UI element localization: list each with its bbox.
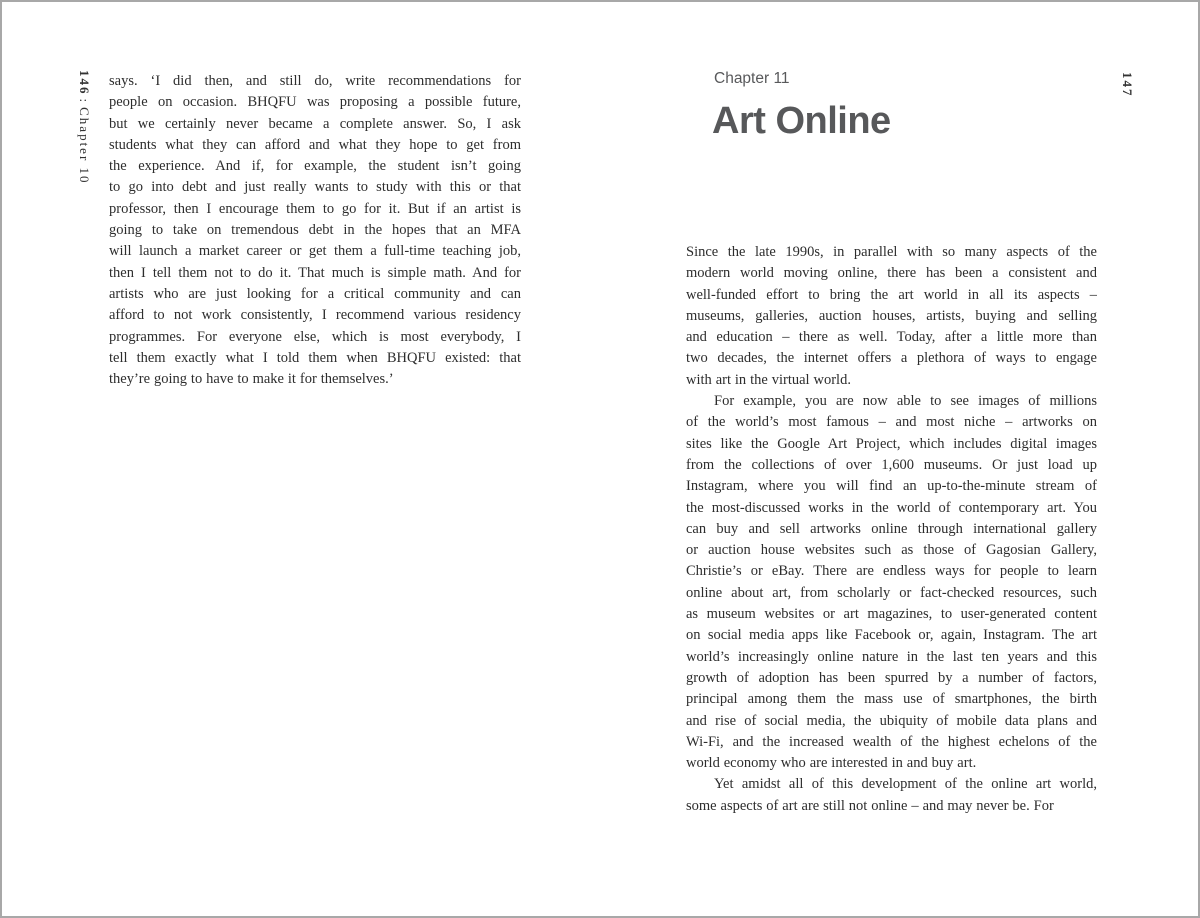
text-line: Since the late 1990s, in parallel with so many aspects of the: [686, 244, 1097, 260]
text-line: two decades, the internet offers a plethora of ways to engage: [686, 350, 1097, 367]
text-line: and education – there as well. Today, after a little more than: [686, 329, 1097, 346]
text-line: afford to not work consistently, I recommend various residency: [109, 307, 521, 324]
text-line: modern world moving online, there has been a consistent and: [686, 265, 1097, 282]
text-line: but we certainly never became a complete answer. So, I ask: [109, 115, 521, 132]
left-page-body-text: [109, 71, 521, 390]
text-line: principal among them the mass use of smartphones, the birth: [686, 691, 1097, 708]
text-line: or auction house websites such as those of Gagosian Gallery,: [686, 542, 1097, 559]
text-line: to go into debt and just really wants to study with this or that: [109, 179, 521, 196]
text-line: tell them exactly what I told them when BHQFU existed: that: [109, 349, 521, 366]
text-line: museums, galleries, auction houses, artists, buying and selling: [686, 307, 1097, 324]
text-line: from the collections of over 1,600 museums. Or just load up: [686, 456, 1097, 473]
paragraph: [109, 71, 521, 390]
text-line: programmes. For everyone else, which is most everybody, I: [109, 328, 521, 345]
text-line: artists who are just looking for a critical community and can: [109, 285, 521, 302]
left-running-head: [76, 70, 92, 185]
paragraph: [686, 242, 1097, 391]
text-line: online about art, from scholarly or fact-checked resources, such: [686, 584, 1097, 601]
text-line: will launch a market career or get them a full-time teaching job,: [109, 243, 521, 260]
text-line: world’s increasingly online nature in the last ten years and this: [686, 648, 1097, 665]
text-line: with art in the virtual world.: [686, 371, 851, 388]
text-line: well-funded effort to bring the art world in all its aspects –: [686, 286, 1097, 303]
text-line: some aspects of art are still not online – and may never be. For: [686, 797, 1054, 814]
text-line: growth of adoption has been spurred by a number of factors,: [686, 669, 1097, 686]
text-line: they’re going to have to make it for themselves.’: [109, 371, 394, 388]
text-line: people on occasion. BHQFU was proposing a possible future,: [109, 94, 521, 111]
paragraph: [686, 774, 1097, 817]
text-line: Wi-Fi, and the increased wealth of the highest echelons of the: [686, 733, 1097, 750]
text-line: and rise of social media, the ubiquity of mobile data plans and: [686, 712, 1097, 729]
text-line: as museum websites or art magazines, to user-generated content: [686, 606, 1097, 623]
chapter-number-label: Chapter 11: [714, 70, 790, 87]
text-line: of the world’s most famous – and most niche – artworks on: [686, 414, 1097, 431]
text-line: students what they can afford and what they hope to get from: [109, 136, 521, 153]
text-line: the most-discussed works in the world of contemporary art. You: [686, 499, 1097, 516]
paragraph: [686, 391, 1097, 774]
text-line: professor, then I encourage them to go for it. But if an artist is: [109, 200, 521, 217]
text-line: world economy who are interested in and buy art.: [686, 755, 977, 772]
chapter-title: Art Online: [712, 100, 891, 142]
right-page-number: 147: [1120, 72, 1135, 98]
text-line: says. ‘I did then, and still do, write recommendations for: [109, 73, 521, 89]
left-page-number: 146: [77, 70, 92, 96]
text-line: Instagram, where you will find an up-to-the-minute stream of: [686, 478, 1097, 495]
text-line: For example, you are now able to see images of millions: [714, 393, 1097, 410]
text-line: can buy and sell artworks online through international gallery: [686, 520, 1097, 537]
left-chapter-label: Chapter 10: [77, 107, 92, 185]
text-line: Yet amidst all of this development of the online art world,: [714, 776, 1097, 793]
text-line: Christie’s or eBay. There are endless ways for people to learn: [686, 563, 1097, 580]
text-line: going to take on tremendous debt in the hopes that an MFA: [109, 222, 521, 239]
folio-separator: :: [77, 98, 92, 105]
text-line: on social media apps like Facebook or, again, Instagram. The art: [686, 627, 1097, 644]
text-line: sites like the Google Art Project, which includes digital images: [686, 435, 1097, 452]
right-page-body-text: [686, 242, 1097, 817]
text-line: then I tell them not to do it. That much is simple math. And for: [109, 264, 521, 281]
text-line: the experience. And if, for example, the student isn’t going: [109, 158, 521, 175]
